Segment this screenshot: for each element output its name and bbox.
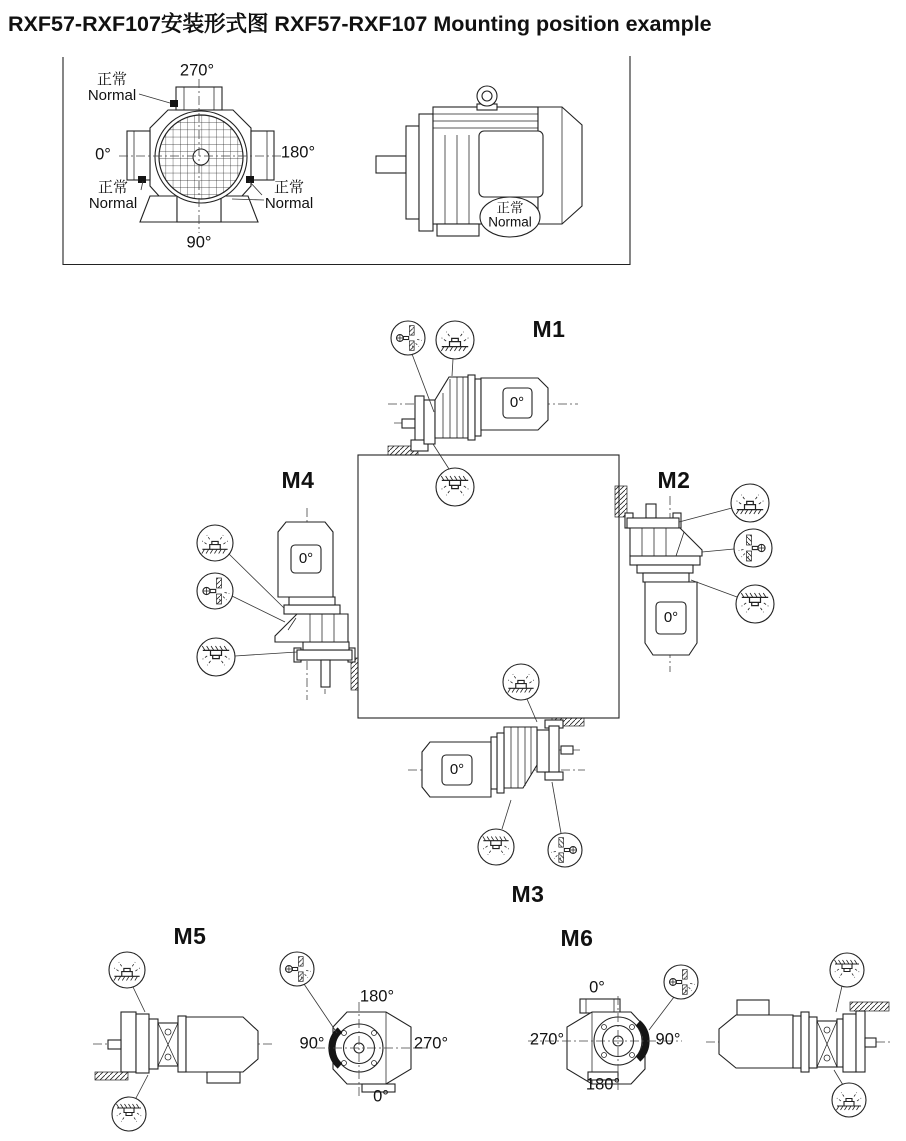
terminal-box	[207, 1072, 240, 1083]
m5-gearmotor-side	[93, 1012, 272, 1083]
gear-housing	[275, 614, 348, 642]
m5-face-view	[316, 1002, 428, 1096]
m5-face-angle-bottom: 0°	[373, 1087, 389, 1106]
m4-oil-level-plug-icon	[197, 573, 233, 609]
motor-foot	[437, 224, 479, 236]
shaft-hub	[193, 149, 209, 165]
m2-oil-drain-plug-icon	[736, 585, 774, 623]
wall-plate	[121, 1012, 136, 1072]
m2-breather-valve-icon	[731, 484, 769, 522]
m1-label: M1	[532, 315, 566, 342]
m3-oil-drain-plug-icon	[478, 829, 514, 865]
m5-label: M5	[173, 922, 207, 949]
mounting-square	[358, 455, 619, 718]
flange-180	[251, 131, 274, 180]
output-shaft	[376, 156, 406, 173]
m5-oil-level-plug-icon	[280, 952, 314, 986]
m3-label: M3	[511, 880, 545, 907]
mounting-flange	[297, 650, 352, 660]
normal-label-bottom-right: 正常 Normal	[264, 179, 314, 212]
m4-gearmotor-unit	[275, 508, 358, 700]
overview-box	[63, 56, 630, 265]
front-angle-90: 90°	[186, 233, 212, 252]
m2-angle-badge: 0°	[663, 609, 679, 627]
wall-hatch	[351, 658, 358, 690]
m6-label: M6	[560, 924, 594, 951]
page-title: RXF57-RXF107安装形式图 RXF57-RXF107 Mounting position example	[8, 12, 712, 36]
m5-oil-drain-plug-icon	[112, 1097, 146, 1131]
wall-hatch	[850, 1002, 889, 1011]
m5-face-angle-left: 90°	[299, 1034, 325, 1053]
motor-body	[186, 1017, 258, 1072]
m6-oil-drain-plug-icon	[830, 953, 864, 987]
wall-hatch	[95, 1072, 128, 1080]
output-shaft	[646, 504, 656, 518]
output-shaft	[561, 746, 573, 754]
mounting-flange	[627, 518, 679, 528]
m4-oil-drain-plug-icon	[197, 638, 235, 676]
front-angle-180: 180°	[280, 143, 316, 162]
m6-oil-level-plug-icon	[664, 965, 698, 999]
m2-oil-level-plug-icon	[734, 529, 772, 567]
m4-breather-valve-icon	[197, 525, 233, 561]
m1-oil-level-plug-icon	[391, 321, 425, 355]
m6-face-angle-left: 270°	[529, 1030, 565, 1049]
m6-face-angle-right: 90°	[655, 1030, 681, 1049]
m3-breather-valve-icon	[503, 664, 539, 700]
wall-hatch	[615, 486, 627, 517]
normal-label-bottom-left: 正常 Normal	[88, 179, 138, 212]
normal-marker-top	[170, 100, 178, 107]
m6-breather-valve-icon	[832, 1083, 866, 1117]
mounting-flange	[136, 1014, 149, 1073]
terminal-box	[479, 131, 543, 197]
mounting-flange	[549, 726, 559, 774]
m2-gearmotor-unit	[615, 486, 702, 672]
m1-angle-badge: 0°	[509, 394, 525, 412]
output-shaft	[321, 660, 330, 687]
normal-marker-bottom-left	[138, 176, 146, 183]
foot-left	[140, 196, 177, 222]
m3-angle-badge: 0°	[449, 761, 465, 779]
wall-plate	[856, 1011, 865, 1072]
terminal-box	[737, 1000, 769, 1015]
gear-unit-front-view	[119, 79, 283, 233]
flange-0	[127, 131, 150, 180]
normal-label-top: 正常 Normal	[87, 71, 137, 104]
m1-breather-valve-icon	[436, 321, 474, 359]
m3-gearmotor-unit	[408, 718, 585, 797]
output-shaft	[108, 1040, 121, 1049]
mounting-flange	[419, 114, 433, 231]
m2-label: M2	[657, 466, 691, 493]
motor-end-cap	[538, 107, 582, 224]
output-shaft	[865, 1038, 876, 1047]
m5-breather-valve-icon	[109, 952, 145, 988]
m4-angle-badge: 0°	[298, 550, 314, 568]
gear-housing	[504, 727, 537, 788]
mounting-flange	[843, 1014, 856, 1072]
normal-label-motor: 正常 Normal	[488, 200, 532, 230]
m6-face-angle-top: 0°	[589, 978, 605, 997]
output-shaft	[402, 419, 415, 428]
m6-gearmotor-side	[706, 1000, 892, 1072]
motor-body	[719, 1015, 793, 1068]
m5-face-angle-right: 270°	[413, 1034, 449, 1053]
m5-face-angle-top: 180°	[359, 987, 395, 1006]
front-angle-270: 270°	[179, 61, 215, 80]
m6-face-angle-bottom: 180°	[585, 1075, 621, 1094]
m3-oil-level-plug-icon	[548, 833, 582, 867]
m1-oil-drain-plug-icon	[436, 468, 474, 506]
gear-motor-side-view	[376, 86, 582, 237]
m4-label: M4	[281, 466, 315, 493]
front-angle-0: 0°	[95, 145, 111, 164]
m1-gearmotor-unit	[388, 375, 578, 455]
